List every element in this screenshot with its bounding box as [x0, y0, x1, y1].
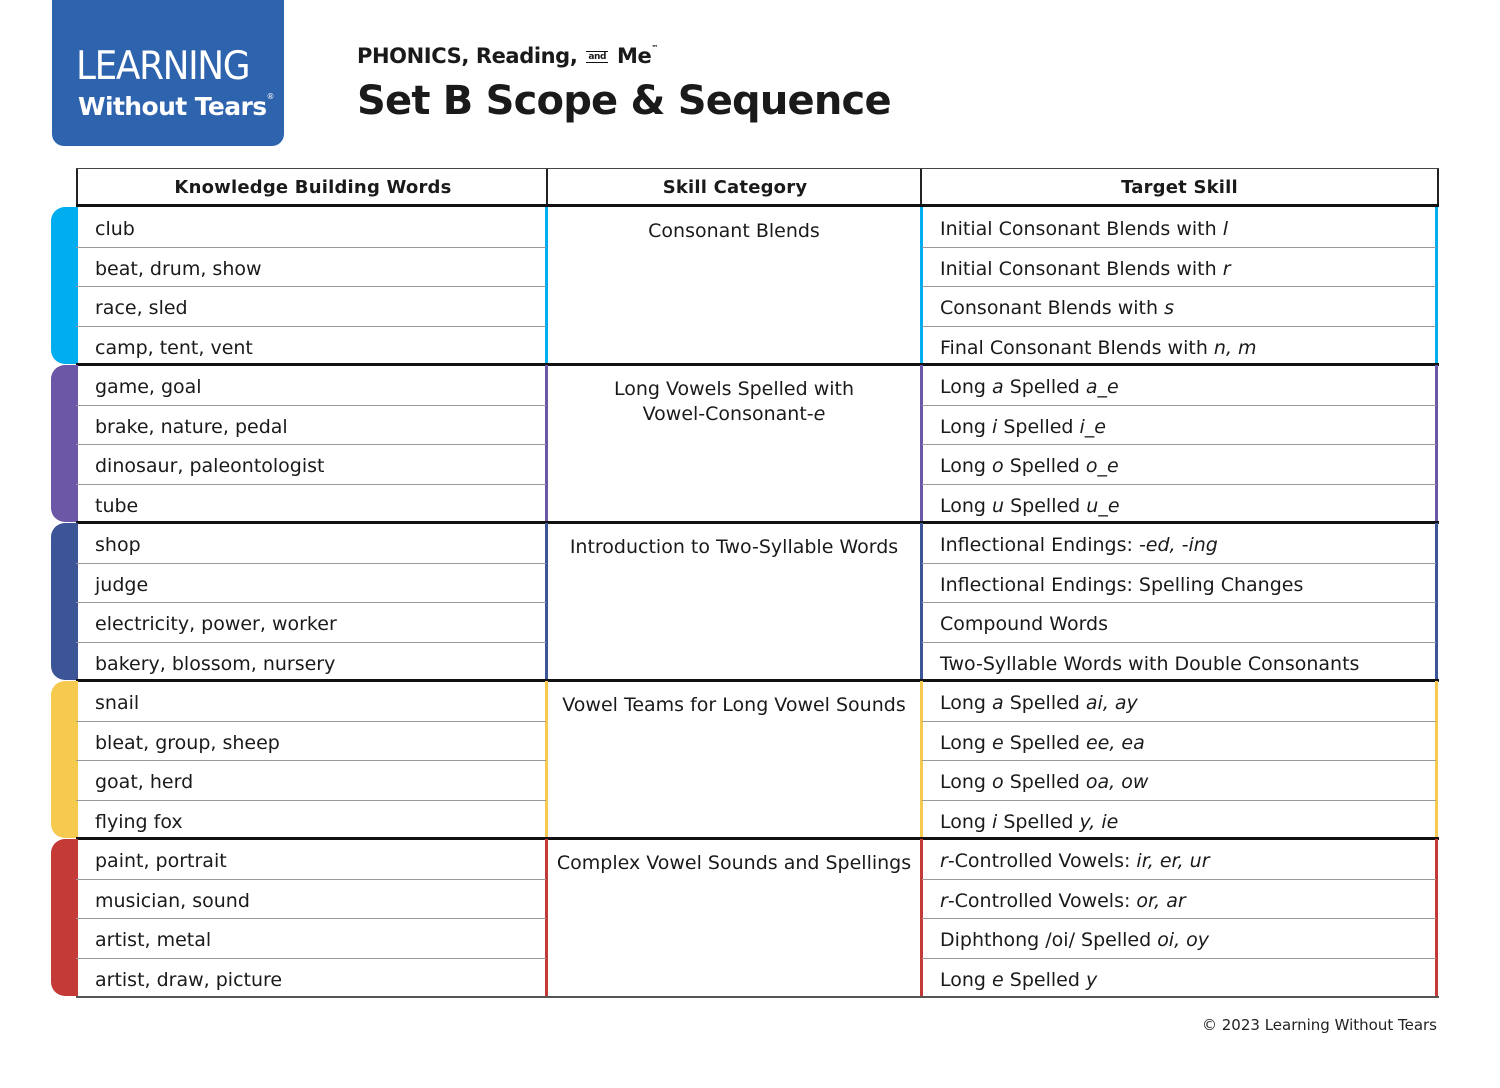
table-row	[76, 405, 1439, 445]
target-skill-part: or, ar	[1136, 889, 1186, 912]
target-skill-part: i	[992, 810, 998, 833]
target-skill	[940, 217, 1228, 241]
target-skill-part: Consonant Blends with	[940, 297, 1165, 319]
target-skill-part: y	[1085, 968, 1098, 991]
knowledge-words: judge	[95, 573, 149, 596]
table-row	[76, 207, 1439, 247]
group-color-tab	[51, 207, 78, 364]
program-name	[357, 44, 658, 68]
target-skill-part: Long	[940, 731, 993, 754]
table-row	[76, 760, 1439, 800]
knowledge-words: beat, drum, show	[95, 257, 262, 280]
row-divider	[76, 247, 546, 248]
target-skill	[940, 257, 1231, 281]
target-skill-part: oa, ow	[1085, 771, 1149, 793]
row-divider	[76, 721, 546, 722]
table-row	[76, 839, 1439, 879]
knowledge-words: artist, draw, picture	[95, 968, 283, 991]
skill-category: Vowel Teams for Long Vowel Sounds	[562, 694, 906, 716]
row-divider	[922, 444, 1436, 445]
row-divider	[922, 721, 1436, 722]
logo-line2-text: Without Tears	[78, 92, 267, 121]
row-divider	[922, 918, 1436, 919]
table-row	[76, 484, 1439, 524]
group-color-tab	[51, 365, 78, 522]
skill-group	[76, 681, 1439, 839]
target-skill-part: r	[1222, 257, 1231, 280]
row-divider	[922, 484, 1436, 485]
logo-wordmark-learning: LEARNING	[76, 44, 250, 89]
table-row	[76, 958, 1439, 998]
row-divider	[76, 405, 546, 406]
table-row	[76, 326, 1439, 366]
trademark-mark: ™	[651, 44, 658, 52]
knowledge-words: musician, sound	[95, 889, 250, 912]
knowledge-words: shop	[95, 534, 141, 556]
target-skill-part: u	[992, 494, 1005, 517]
table-row	[76, 879, 1439, 919]
target-skill	[940, 731, 1145, 755]
target-skill-part: Long	[940, 415, 993, 438]
target-skill-part: Long	[940, 376, 993, 398]
target-skill-part: -Controlled Vowels:	[947, 850, 1137, 872]
table-row	[76, 444, 1439, 484]
skill-category-part: Long Vowels Spelled with	[613, 378, 855, 400]
row-divider	[76, 642, 546, 643]
target-skill	[940, 533, 1218, 557]
target-skill-part: Spelled	[1003, 771, 1086, 793]
group-color-tab	[51, 681, 78, 838]
target-skill-part: ai, ay	[1085, 692, 1138, 714]
target-skill-part: i	[992, 415, 998, 438]
target-skill	[940, 928, 1209, 952]
row-divider	[922, 326, 1436, 327]
skill-category-part: e	[813, 403, 826, 425]
skill-category: Consonant Blends	[648, 220, 820, 242]
table-row	[76, 800, 1439, 840]
skill-category-part: Vowel-Consonant-	[642, 403, 814, 425]
target-skill-part: n, m	[1213, 336, 1257, 359]
table-row	[76, 681, 1439, 721]
knowledge-words: artist, metal	[95, 929, 212, 951]
target-skill-part: e	[992, 968, 1004, 991]
logo-wordmark-without-tears	[78, 92, 274, 121]
program-name-and: and	[588, 52, 607, 62]
target-skill-part: Inflectional Endings: Spelling Changes	[940, 573, 1304, 596]
knowledge-words: tube	[95, 494, 139, 517]
row-divider	[76, 760, 546, 761]
target-skill	[940, 889, 1186, 913]
target-skill-part: ee, ea	[1085, 731, 1145, 754]
row-divider	[76, 602, 546, 603]
row-divider	[922, 958, 1436, 959]
table-bottom-border	[76, 996, 1439, 998]
knowledge-words: bleat, group, sheep	[95, 731, 280, 754]
row-divider	[922, 247, 1436, 248]
target-skill-part: Long	[940, 810, 993, 833]
table-row	[76, 365, 1439, 405]
page-title: Set B Scope & Sequence	[357, 78, 891, 124]
registered-mark: ®	[266, 92, 274, 101]
target-skill	[940, 573, 1303, 597]
target-skill-part: Long	[940, 455, 993, 477]
target-skill-part: Final Consonant Blends with	[940, 336, 1214, 359]
row-divider	[76, 958, 546, 959]
row-divider	[76, 879, 546, 880]
target-skill-part: Long	[940, 771, 993, 793]
table-row	[76, 523, 1439, 563]
table-row	[76, 286, 1439, 326]
target-skill-part: Compound Words	[940, 613, 1109, 635]
row-divider	[76, 444, 546, 445]
target-skill-part: Two-Syllable Words with Double Consonants	[940, 652, 1360, 675]
target-skill-part: y, ie	[1079, 810, 1119, 833]
table-row	[76, 247, 1439, 287]
skill-group	[76, 523, 1439, 681]
program-name-part1: PHONICS, Reading,	[357, 44, 578, 68]
skill-group	[76, 207, 1439, 365]
row-divider	[76, 563, 546, 564]
target-skill-part: Initial Consonant Blends with	[940, 218, 1223, 240]
skill-group	[76, 365, 1439, 523]
target-skill	[940, 494, 1120, 518]
row-divider	[76, 484, 546, 485]
target-skill-part: -ed, -ing	[1138, 534, 1218, 556]
program-name-part2: Me	[616, 44, 652, 68]
target-skill-part: u_e	[1086, 494, 1120, 517]
target-skill-part: Long	[940, 968, 993, 991]
row-divider	[922, 879, 1436, 880]
target-skill	[940, 415, 1106, 439]
target-skill-part: e	[992, 731, 1004, 754]
target-skill-part: Initial Consonant Blends with	[940, 257, 1223, 280]
target-skill-part: Spelled	[997, 810, 1080, 833]
target-skill	[940, 691, 1138, 715]
target-skill-part: Spelled	[1003, 455, 1086, 477]
group-color-tab	[51, 523, 78, 680]
knowledge-words: club	[95, 218, 135, 240]
table-header	[76, 168, 1439, 205]
knowledge-words: game, goal	[95, 376, 202, 398]
row-divider	[922, 602, 1436, 603]
column-header-category: Skill Category	[546, 169, 922, 206]
knowledge-words: dinosaur, paleontologist	[95, 455, 325, 477]
table-row	[76, 721, 1439, 761]
row-divider	[922, 800, 1436, 801]
group-color-tab	[51, 839, 78, 996]
target-skill-part: s	[1164, 297, 1174, 319]
knowledge-words: brake, nature, pedal	[95, 415, 288, 438]
target-skill	[940, 968, 1097, 992]
target-skill	[940, 652, 1359, 676]
target-skill-part: r	[940, 889, 948, 912]
target-skill	[940, 849, 1210, 873]
target-skill-part: i_e	[1079, 415, 1106, 438]
target-skill-part: Spelled	[1003, 968, 1086, 991]
knowledge-words: goat, herd	[95, 771, 194, 793]
target-skill-part: a	[992, 376, 1004, 398]
table-row	[76, 602, 1439, 642]
target-skill-part: l	[1222, 218, 1228, 240]
target-skill-part: Diphthong /oi/ Spelled	[940, 929, 1158, 951]
target-skill-part: Long	[940, 494, 993, 517]
target-skill-part: -Controlled Vowels:	[947, 889, 1137, 912]
target-skill-part: Spelled	[1004, 494, 1087, 517]
row-divider	[76, 286, 546, 287]
target-skill	[940, 296, 1174, 320]
knowledge-words: paint, portrait	[95, 850, 227, 872]
target-skill	[940, 375, 1119, 399]
target-skill-part: Spelled	[1003, 376, 1086, 398]
row-divider	[922, 563, 1436, 564]
target-skill	[940, 612, 1108, 636]
target-skill-part: r	[940, 850, 948, 872]
column-header-words: Knowledge Building Words	[76, 169, 548, 206]
table-row	[76, 642, 1439, 682]
target-skill	[940, 454, 1119, 478]
row-divider	[922, 405, 1436, 406]
row-divider	[922, 760, 1436, 761]
skill-category: Complex Vowel Sounds and Spellings	[556, 852, 912, 874]
row-divider	[922, 642, 1436, 643]
target-skill-part: Spelled	[997, 415, 1080, 438]
table-row	[76, 563, 1439, 603]
copyright: © 2023 Learning Without Tears	[1201, 1016, 1437, 1034]
target-skill-part: o	[992, 455, 1004, 477]
knowledge-words: race, sled	[95, 297, 188, 319]
target-skill-part: a_e	[1085, 376, 1119, 398]
row-divider	[76, 918, 546, 919]
target-skill	[940, 336, 1257, 360]
row-divider	[76, 326, 546, 327]
target-skill-part: ir, er, ur	[1136, 850, 1210, 872]
target-skill	[940, 810, 1118, 834]
skill-group	[76, 839, 1439, 997]
column-header-skill: Target Skill	[920, 169, 1439, 206]
knowledge-words: camp, tent, vent	[95, 336, 253, 359]
target-skill-part: Long	[940, 692, 993, 714]
target-skill-part: oi, oy	[1157, 929, 1210, 951]
target-skill-part: o_e	[1085, 455, 1119, 477]
target-skill-part: o	[992, 771, 1004, 793]
target-skill-part: Spelled	[1003, 731, 1086, 754]
row-divider	[76, 800, 546, 801]
knowledge-words: snail	[95, 692, 140, 714]
knowledge-words: bakery, blossom, nursery	[95, 652, 336, 675]
target-skill-part: Inflectional Endings:	[940, 534, 1139, 556]
table-row	[76, 918, 1439, 958]
row-divider	[922, 286, 1436, 287]
target-skill	[940, 770, 1148, 794]
brand-logo	[52, 0, 284, 146]
knowledge-words: flying fox	[95, 810, 183, 833]
skill-category: Introduction to Two-Syllable Words	[569, 536, 899, 558]
knowledge-words: electricity, power, worker	[95, 613, 337, 635]
target-skill-part: a	[992, 692, 1004, 714]
target-skill-part: Spelled	[1003, 692, 1086, 714]
